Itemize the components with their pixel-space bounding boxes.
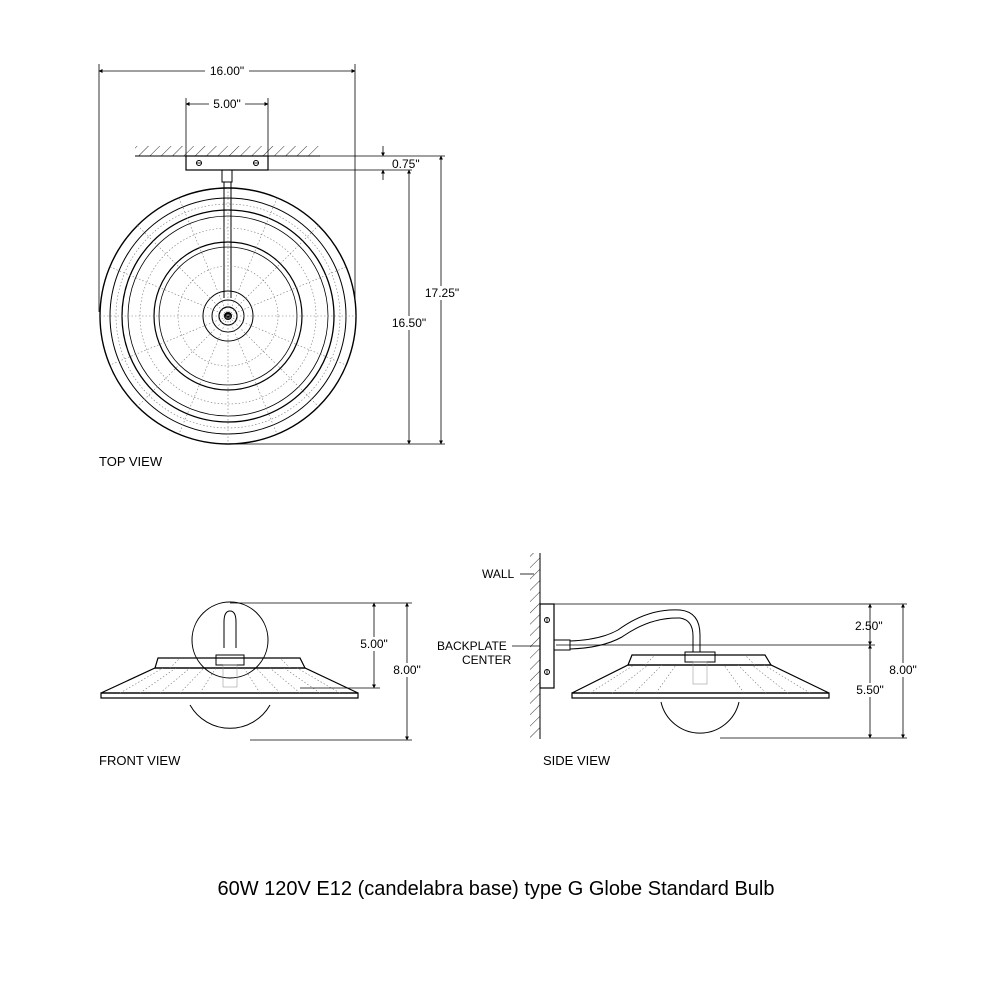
shade-front <box>101 655 358 698</box>
front-view <box>99 602 425 768</box>
side-dim-lower-text: 5.50" <box>856 683 884 697</box>
shade-top <box>100 188 356 444</box>
dim-backplate-text: 5.00" <box>213 97 241 111</box>
arm-top <box>222 170 232 182</box>
shade-side <box>572 652 829 698</box>
backplate-front <box>192 602 268 678</box>
side-view-label: SIDE VIEW <box>543 753 611 768</box>
top-view-label: TOP VIEW <box>99 454 163 469</box>
top-view <box>99 63 460 469</box>
bulb-front <box>190 705 270 728</box>
front-view-label: FRONT VIEW <box>99 753 181 768</box>
backplate-side <box>540 604 554 688</box>
wall-label: WALL <box>482 567 515 581</box>
side-view <box>437 553 921 768</box>
backplate-label-line2: CENTER <box>462 653 512 667</box>
backplate-label-line1: BACKPLATE <box>437 639 507 653</box>
front-dim-upper-text: 5.00" <box>360 637 388 651</box>
dim-plate-depth-text: 0.75" <box>392 157 420 171</box>
front-dim-total-text: 8.00" <box>393 663 421 677</box>
dim-width-text: 16.00" <box>209 64 245 78</box>
side-dim-total-text: 8.00" <box>889 663 917 677</box>
arm-side <box>570 610 700 652</box>
wall-hatch-top <box>135 146 320 156</box>
bulb-spec-caption: 60W 120V E12 (candelabra base) type G Globe Standard Bulb <box>217 878 775 900</box>
dim-shade-diameter-text: 16.50" <box>391 316 427 330</box>
bulb-side <box>661 702 739 733</box>
dim-projection-text: 17.25" <box>424 286 460 300</box>
side-dim-upper-text: 2.50" <box>855 619 883 633</box>
